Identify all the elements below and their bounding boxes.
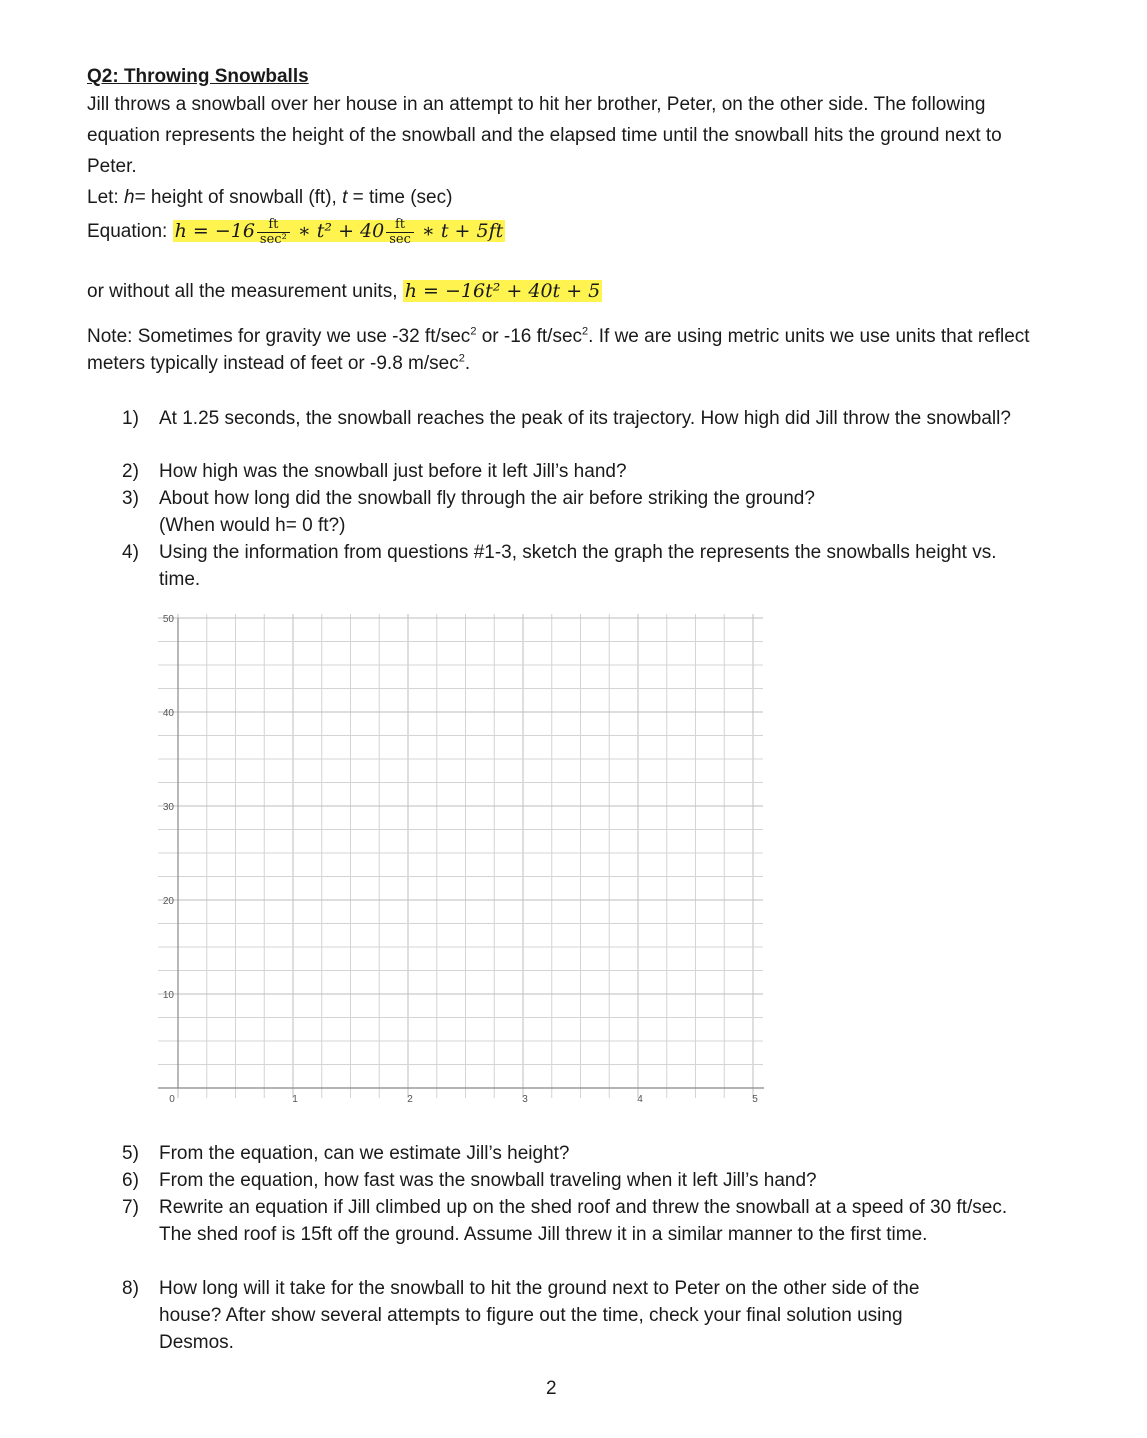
question-subtext: (When would h= 0 ft?): [159, 515, 346, 536]
list-item: 8) How long will it take for the snowball to hit the ground next to Peter on the other side of the house? After show several attempts to figure out the time, check your final solution using Desmos.: [122, 1275, 982, 1356]
intro-text: Jill throws a snowball over her house in an attempt to hit her brother, Peter, on the other side. The following equation represents the height of the snowball and the elapsed time until the snowball hits the ground next to Peter.: [87, 94, 1002, 177]
grid-lines: [158, 614, 763, 1098]
origin-label: 0: [169, 1094, 175, 1105]
x-tick-label: 3: [522, 1094, 528, 1105]
question-text: How long will it take for the snowball to hit the ground next to Peter on the other side of the house? After show several attempts to figure out the time, check your final solution using Desmos.: [159, 1278, 920, 1353]
question-text: Using the information from questions #1-3, sketch the graph the represents the snowballs height vs. time.: [159, 542, 997, 590]
list-item: 6) From the equation, how fast was the snowball traveling when it left Jill’s hand?: [122, 1167, 1022, 1194]
note-paragraph: Note: Sometimes for gravity we use -32 $ft/\sec^2$ or -16 $ft/\sec^2$. If we are using metric units we use units that reflect meters typically instead of feet or -9.8 $m/\sec^2$.: [87, 325, 1030, 374]
y-tick-label: 30: [162, 802, 174, 813]
question-text: About how long did the snowball fly through the air before striking the ground?: [159, 488, 815, 509]
graph-grid: [150, 612, 770, 1112]
page-title: Q2: Throwing Snowballs: [87, 66, 309, 87]
equation-line: [87, 216, 1047, 247]
intro-paragraph: [87, 89, 1047, 182]
y-tick-label: 10: [162, 990, 174, 1001]
equation-highlight: h = −16 $\frac{ft}{\text{sec²}}$ ∗ t² + 40 $\frac{ft}{\sec}$ ∗ t + 5ft: [174, 216, 504, 247]
list-item: 5) From the equation, can we estimate Jill’s height?: [122, 1140, 1022, 1167]
tick-labels: [163, 614, 758, 1105]
x-tick-label: 4: [637, 1094, 643, 1105]
question-text: From the equation, how fast was the snowball traveling when it left Jill’s hand?: [159, 1170, 817, 1191]
equation-label: Equation:: [87, 221, 173, 242]
question-text: At 1.25 seconds, the snowball reaches the peak of its trajectory. How high did Jill throw the snowball?: [159, 408, 1011, 429]
simple-equation: h = −16t² + 40t + 5: [404, 280, 601, 302]
question-text: How high was the snowball just before it left Jill’s hand?: [159, 461, 627, 482]
list-item: 7) Rewrite an equation if Jill climbed up on the shed roof and threw the snowball at a speed of 30 ft/sec. The shed roof is 15ft off the ground. Assume Jill threw it in a similar manner to the first time.: [122, 1194, 1012, 1248]
x-tick-label: 2: [407, 1094, 413, 1105]
question-text: Rewrite an equation if Jill climbed up on the shed roof and threw the snowball at a speed of 30 ft/sec. The shed roof is 15ft off the ground. Assume Jill threw it in a similar manner to the first time.: [159, 1197, 1008, 1245]
question-text: From the equation, can we estimate Jill’s height?: [159, 1143, 570, 1164]
page-number: 2: [546, 1378, 557, 1399]
list-item: 4) Using the information from questions #1-3, sketch the graph the represents the snowballs height vs. time.: [122, 539, 1022, 593]
x-tick-label: 5: [752, 1094, 758, 1105]
y-tick-label: 20: [162, 896, 174, 907]
let-line: Let: h= height of snowball (ft), t = time (sec): [87, 187, 453, 208]
no-units-line: or without all the measurement units, h = −16t² + 40t + 5: [87, 280, 601, 302]
list-item: 2) How high was the snowball just before it left Jill’s hand?: [122, 458, 1022, 485]
x-tick-label: 1: [292, 1094, 298, 1105]
unit-fraction-2: $\frac{ft}{\sec}$: [386, 218, 414, 247]
y-tick-label: 50: [162, 614, 174, 625]
list-item: 3) About how long did the snowball fly through the air before striking the ground? (When would h= 0 ft?): [122, 485, 1022, 539]
list-item: 1) At 1.25 seconds, the snowball reaches the peak of its trajectory. How high did Jill throw the snowball?: [122, 405, 1022, 432]
unit-fraction-1: $\frac{ft}{\text{sec²}}$: [257, 218, 290, 247]
y-tick-label: 40: [162, 708, 174, 719]
